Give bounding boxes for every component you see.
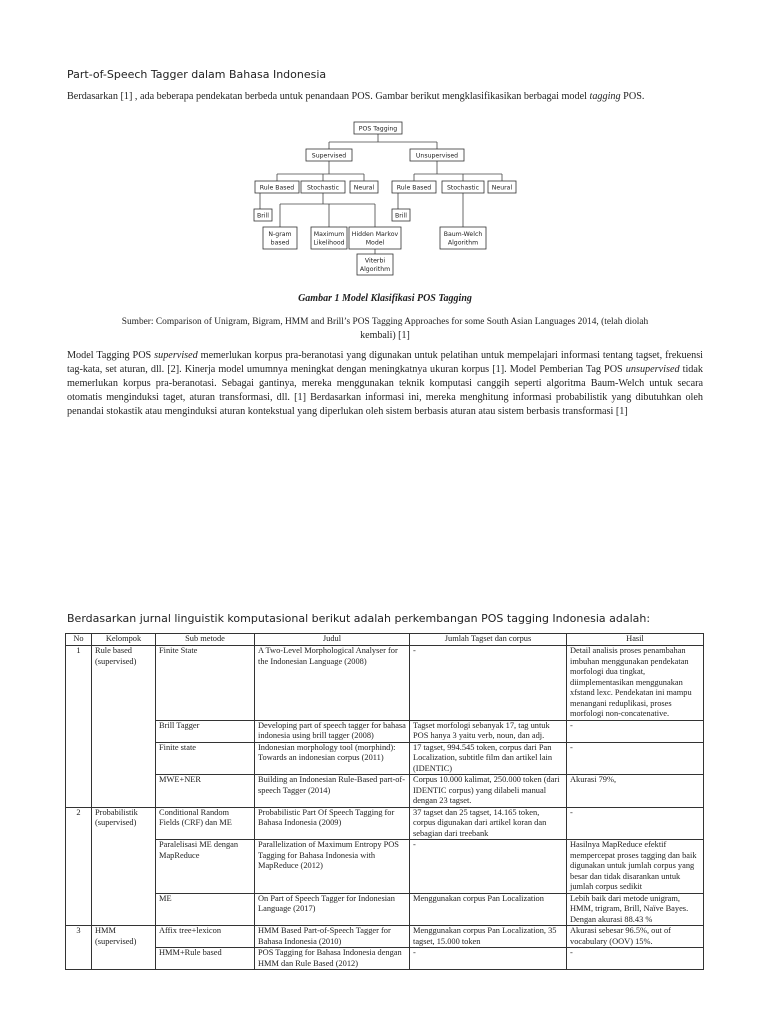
node-viterbi-label-1: Viterbi	[364, 257, 386, 265]
cell-hasil: Akurasi 79%,	[567, 775, 704, 808]
cell-judul: HMM Based Part-of-Speech Tagger for Bahasa Indonesia (2010)	[255, 926, 410, 948]
body-italic-1: supervised	[154, 350, 198, 361]
cell-hasil: -	[567, 948, 704, 970]
node-stochastic-unsupervised-label: Stochastic	[446, 184, 480, 192]
cell-judul: POS Tagging for Bahasa Indonesia dengan HMM dan Rule Based (2012)	[255, 948, 410, 970]
cell-no: 1	[66, 646, 92, 808]
header-sub-metode: Sub metode	[156, 634, 255, 646]
cell-sub: Finite State	[156, 646, 255, 721]
table-row	[66, 775, 704, 808]
cell-tagset: Menggunakan corpus Pan Localization	[410, 893, 567, 926]
cell-no: 2	[66, 807, 92, 926]
cell-tagset: 17 tagset, 994.545 token, corpus dari Pan Localization, subtitle film dan artikel lain (IDENTIC)	[410, 742, 567, 775]
node-rule-based-supervised-label: Rule Based	[259, 184, 295, 192]
table-heading: Berdasarkan jurnal linguistik komputasional berikut adalah perkembangan POS tagging Indonesia adalah:	[67, 612, 651, 625]
cell-sub: Brill Tagger	[156, 720, 255, 742]
node-rule-based-unsupervised-label: Rule Based	[396, 184, 432, 192]
table-row	[66, 893, 704, 926]
cell-judul: On Part of Speech Tagger for Indonesian Language (2017)	[255, 893, 410, 926]
header-kelompok: Kelompok	[92, 634, 156, 646]
cell-judul: Building an Indonesian Rule-Based part-of-speech Tagger (2014)	[255, 775, 410, 808]
body-text-1: Model Tagging POS	[67, 350, 155, 361]
cell-kelompok: Probabilistik (supervised)	[92, 807, 156, 926]
table-row	[66, 948, 704, 970]
cell-hasil: Hasilnya MapReduce efektif mempercepat proses tagging dan baik digunakan untuk jumlah corpus yang besar dan tidak disarankan untuk jumlah corpus sedikit	[567, 840, 704, 894]
body-italic-2: unsupervised	[625, 364, 680, 375]
figure-source	[67, 316, 703, 342]
cell-hasil: Detail analisis proses penambahan imbuhan menggunakan pendekatan morfologi dua tingkat, diimplementasikan menggunakan xfstand lexc. Pendekatan ini mampu menangani reduplikasi, proses morfologi non-concatenative.	[567, 646, 704, 721]
node-brill-supervised-label: Brill	[257, 212, 269, 220]
header-no: No	[66, 634, 92, 646]
node-ngram-label-1: N-gram	[268, 231, 292, 238]
cell-tagset: -	[410, 840, 567, 894]
cell-sub: ME	[156, 893, 255, 926]
node-maxlik-label-1: Maximum	[313, 231, 345, 238]
intro-italic: tagging	[589, 91, 621, 102]
cell-judul: Parallelization of Maximum Entropy POS Tagging for Bahasa Indonesia with MapReduce (2012)	[255, 840, 410, 894]
cell-tagset: Corpus 10.000 kalimat, 250.000 token (dari IDENTIC corpus) yang dilabeli manual dengan 23 tagset.	[410, 775, 567, 808]
node-supervised-label: Supervised	[311, 152, 347, 160]
node-ngram-label-2: based	[270, 239, 290, 247]
cell-kelompok: Rule based (supervised)	[92, 646, 156, 808]
header-judul: Judul	[255, 634, 410, 646]
cell-sub: HMM+Rule based	[156, 948, 255, 970]
page-heading: Part-of-Speech Tagger dalam Bahasa Indonesia	[67, 68, 327, 81]
table-row	[66, 840, 704, 894]
node-unsupervised-label: Unsupervised	[415, 152, 459, 160]
cell-tagset: Tagset morfologi sebanyak 17, tag untuk POS hanya 3 yaitu verb, noun, dan adj.	[410, 720, 567, 742]
pos-classification-diagram	[0, 0, 768, 290]
node-baum-label-1: Baum-Welch	[443, 231, 483, 238]
table-header-row	[66, 634, 704, 646]
cell-sub: Paralelisasi ME dengan MapReduce	[156, 840, 255, 894]
cell-hasil: -	[567, 720, 704, 742]
node-stochastic-supervised-label: Stochastic	[306, 184, 340, 192]
node-viterbi-label-2: Algorithm	[359, 266, 391, 273]
node-maxlik-label-2: Likelihood	[313, 239, 345, 247]
node-neural-supervised-label: Neural	[353, 184, 375, 192]
body-paragraph	[67, 349, 703, 419]
figure-source-line1: Sumber: Comparison of Unigram, Bigram, HMM and Brill’s POS Tagging Approaches for some South Asian Languages 2014, (telah diolah	[121, 317, 649, 327]
node-neural-unsupervised-label: Neural	[491, 184, 513, 192]
table-row	[66, 646, 704, 721]
cell-tagset: Menggunakan corpus Pan Localization, 35 tagset, 15.000 token	[410, 926, 567, 948]
cell-tagset: -	[410, 646, 567, 721]
cell-hasil: Akurasi sebesar 96.5%, out of vocabulary (OOV) 15%.	[567, 926, 704, 948]
cell-hasil: Lebih baik dari metode unigram, HMM, trigram, Brill, Naïve Bayes. Dengan akurasi 88.43 %	[567, 893, 704, 926]
cell-judul: Developing part of speech tagger for bahasa indonesia using brill tagger (2008)	[255, 720, 410, 742]
cell-sub: Finite state	[156, 742, 255, 775]
cell-sub: Conditional Random Fields (CRF) dan ME	[156, 807, 255, 840]
node-brill-unsupervised-label: Brill	[395, 212, 407, 220]
pos-development-table	[65, 633, 704, 970]
node-hmm-label-2: Model	[365, 239, 385, 247]
cell-kelompok: HMM (supervised)	[92, 926, 156, 970]
cell-no: 3	[66, 926, 92, 970]
cell-hasil: -	[567, 807, 704, 840]
figure-caption: Gambar 1 Model Klasifikasi POS Tagging	[298, 293, 472, 304]
header-hasil: Hasil	[567, 634, 704, 646]
node-hmm-label-1: Hidden Markov	[351, 231, 399, 238]
cell-judul: Probabilistic Part Of Speech Tagging for Bahasa Indonesia (2009)	[255, 807, 410, 840]
table-row	[66, 720, 704, 742]
table-row	[66, 926, 704, 948]
node-baum-label-2: Algorithm	[447, 239, 479, 247]
figure-source-line2: kembali) [1]	[360, 330, 410, 341]
body-text-2: memerlukan korpus pra-beranotasi yang digunakan untuk pelatihan untuk mempelajari informasi tentang tagset, frekuensi tag-kata, set aturan, dll. [2]. Kinerja model umumnya meningkat dengan meningkatnya ukuran korpus [1]. Model Pemberian Tag POS	[67, 350, 703, 375]
cell-sub: Affix tree+lexicon	[156, 926, 255, 948]
cell-judul: A Two-Level Morphological Analyser for the Indonesian Language (2008)	[255, 646, 410, 721]
body-text-3: tidak memerlukan korpus pra-beranotasi. Sebagai gantinya, mereka menggunakan teknik komputasi canggih seperti algoritma Baum-Welch untuk secara otomatis menginduksi taget, aturan transformasi, dll. [1] Berdasarkan informasi ini, mereka menghitung informasi probabilistik yang dibutuhkan oleh penandai stokastik atau menginduksi aturan kontekstual yang diperlukan oleh sistem berbasis aturan atau sistem berbasis transformasi [1]	[67, 364, 704, 417]
cell-judul: Indonesian morphology tool (morphind): Towards an indonesian corpus (2011)	[255, 742, 410, 775]
cell-sub: MWE+NER	[156, 775, 255, 808]
header-tagset: Jumlah Tagset dan corpus	[410, 634, 567, 646]
intro-text: Berdasarkan [1] , ada beberapa pendekatan berbeda untuk penandaan POS. Gambar berikut mengklasifikasikan berbagai model	[67, 91, 590, 102]
cell-hasil: -	[567, 742, 704, 775]
cell-tagset: 37 tagset dan 25 tagset, 14.165 token, corpus digunakan dari artikel koran dan sebagian dari treebank	[410, 807, 567, 840]
table-row	[66, 807, 704, 840]
intro-text-end: POS.	[620, 91, 645, 102]
node-pos-tagging-label: POS Tagging	[358, 125, 398, 133]
table-row	[66, 742, 704, 775]
cell-tagset: -	[410, 948, 567, 970]
